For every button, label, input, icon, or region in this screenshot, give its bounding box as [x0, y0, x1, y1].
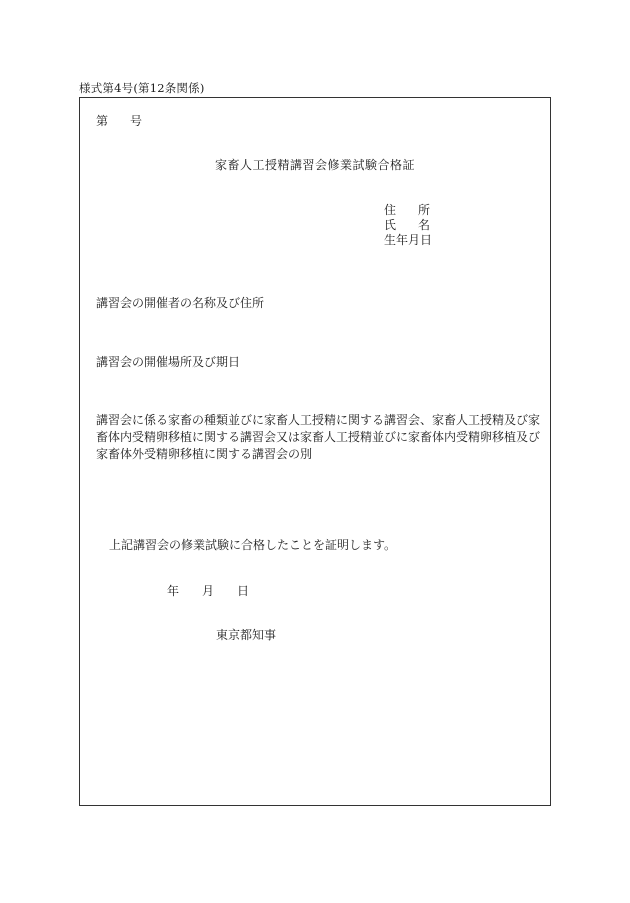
issue-date-line — [167, 582, 249, 599]
address-label-char-1: 住 — [384, 203, 397, 217]
issuer-name: 東京都知事 — [216, 628, 277, 642]
number-prefix: 第 — [96, 114, 109, 128]
name-label-char-1: 氏 — [384, 218, 397, 232]
certificate-number-line — [96, 112, 142, 129]
name-label-row — [384, 218, 432, 233]
venue-date-label: 講習会の開催場所及び期日 — [96, 355, 241, 369]
name-label-char-2: 名 — [418, 218, 431, 232]
address-label-row — [384, 203, 432, 218]
course-category-label: 講習会に係る家畜の種類並びに家畜人工授精に関する講習会、家畜人工授精及び家畜体内受精卵移植に関する講習会又は家畜人工授精並びに家畜体内受精卵移植及び家畜体外受精卵移植に関する講習会の別 — [96, 413, 541, 461]
certificate-frame — [79, 97, 551, 806]
address-label-char-2: 所 — [418, 203, 431, 217]
day-label: 日 — [237, 584, 250, 598]
certification-statement: 上記講習会の修業試験に合格したことを証明します。 — [109, 538, 397, 552]
birthdate-label: 生年月日 — [384, 233, 433, 247]
holder-info-block — [384, 203, 432, 248]
number-suffix: 号 — [130, 114, 143, 128]
organizer-label: 講習会の開催者の名称及び住所 — [96, 296, 265, 310]
form-number-caption: 様式第4号(第12条関係) — [79, 81, 205, 95]
certificate-title: 家畜人工授精講習会修業試験合格証 — [214, 158, 415, 172]
year-label: 年 — [167, 584, 180, 598]
month-label: 月 — [202, 584, 215, 598]
